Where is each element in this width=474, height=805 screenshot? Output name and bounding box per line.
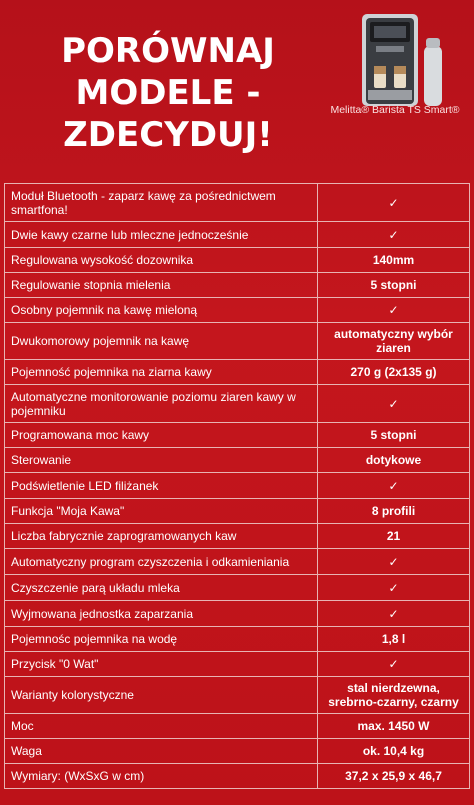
feature-label: Przycisk "0 Wat" — [5, 652, 318, 677]
feature-value: dotykowe — [318, 448, 470, 473]
table-row — [5, 714, 470, 739]
feature-value: max. 1450 W — [318, 714, 470, 739]
headline-line-2: MODELE - — [75, 73, 261, 113]
feature-value: 5 stopni — [318, 423, 470, 448]
feature-value: stal nierdzewna, srebrno-czarny, czarny — [318, 677, 470, 714]
table-row — [5, 739, 470, 764]
feature-label: Moduł Bluetooth - zaparz kawę za pośrednictwem smartfona! — [5, 184, 318, 222]
feature-value: 37,2 x 25,9 x 46,7 — [318, 764, 470, 789]
feature-label: Pojemność pojemnika na ziarna kawy — [5, 360, 318, 385]
feature-label: Regulowana wysokość dozownika — [5, 248, 318, 273]
feature-value: 21 — [318, 524, 470, 549]
table-row — [5, 222, 470, 248]
feature-label: Funkcja "Moja Kawa" — [5, 499, 318, 524]
check-icon: ✓ — [318, 184, 470, 222]
feature-label: Waga — [5, 739, 318, 764]
feature-value: 140mm — [318, 248, 470, 273]
feature-label: Wymiary: (WxSxG w cm) — [5, 764, 318, 789]
table-row — [5, 575, 470, 601]
feature-label: Automatyczny program czyszczenia i odkamieniania — [5, 549, 318, 575]
feature-label: Dwie kawy czarne lub mleczne jednocześnie — [5, 222, 318, 248]
table-row — [5, 677, 470, 714]
feature-value: 5 stopni — [318, 273, 470, 298]
table-row — [5, 298, 470, 323]
feature-value: 8 profili — [318, 499, 470, 524]
table-row — [5, 323, 470, 360]
check-icon: ✓ — [318, 385, 470, 423]
table-row — [5, 423, 470, 448]
feature-label: Moc — [5, 714, 318, 739]
feature-value: 1,8 l — [318, 627, 470, 652]
table-row — [5, 184, 470, 222]
table-row — [5, 601, 470, 627]
check-icon: ✓ — [318, 298, 470, 323]
check-icon: ✓ — [318, 549, 470, 575]
feature-label: Osobny pojemnik na kawę mieloną — [5, 298, 318, 323]
table-row — [5, 652, 470, 677]
feature-value: 270 g (2x135 g) — [318, 360, 470, 385]
feature-label: Podświetlenie LED filiżanek — [5, 473, 318, 499]
check-icon: ✓ — [318, 575, 470, 601]
headline-line-1: PORÓWNAJ — [61, 31, 275, 71]
check-icon: ✓ — [318, 473, 470, 499]
feature-label: Programowana moc kawy — [5, 423, 318, 448]
feature-label: Wyjmowana jednostka zaparzania — [5, 601, 318, 627]
check-icon: ✓ — [318, 652, 470, 677]
feature-label: Pojemnośc pojemnika na wodę — [5, 627, 318, 652]
table-row — [5, 627, 470, 652]
header — [0, 0, 474, 183]
table-row — [5, 764, 470, 789]
table-row — [5, 524, 470, 549]
feature-label: Czyszczenie parą układu mleka — [5, 575, 318, 601]
feature-label: Liczba fabrycznie zaprogramowanych kaw — [5, 524, 318, 549]
table-row — [5, 273, 470, 298]
feature-label: Regulowanie stopnia mielenia — [5, 273, 318, 298]
feature-label: Dwukomorowy pojemnik na kawę — [5, 323, 318, 360]
table-row — [5, 385, 470, 423]
table-row — [5, 549, 470, 575]
feature-value: ok. 10,4 kg — [318, 739, 470, 764]
check-icon: ✓ — [318, 601, 470, 627]
table-row — [5, 448, 470, 473]
feature-label: Automatyczne monitorowanie poziomu ziaren kawy w pojemniku — [5, 385, 318, 423]
table-row — [5, 473, 470, 499]
headline-line-3: ZDECYDUJ! — [63, 115, 273, 155]
comparison-table — [4, 183, 470, 789]
table-row — [5, 248, 470, 273]
check-icon: ✓ — [318, 222, 470, 248]
table-row — [5, 360, 470, 385]
headline — [18, 30, 318, 156]
table-row — [5, 499, 470, 524]
feature-label: Sterowanie — [5, 448, 318, 473]
feature-label: Warianty kolorystyczne — [5, 677, 318, 714]
product-caption: Melitta® Barista TS Smart® — [330, 104, 460, 116]
feature-value: automatyczny wybór ziaren — [318, 323, 470, 360]
